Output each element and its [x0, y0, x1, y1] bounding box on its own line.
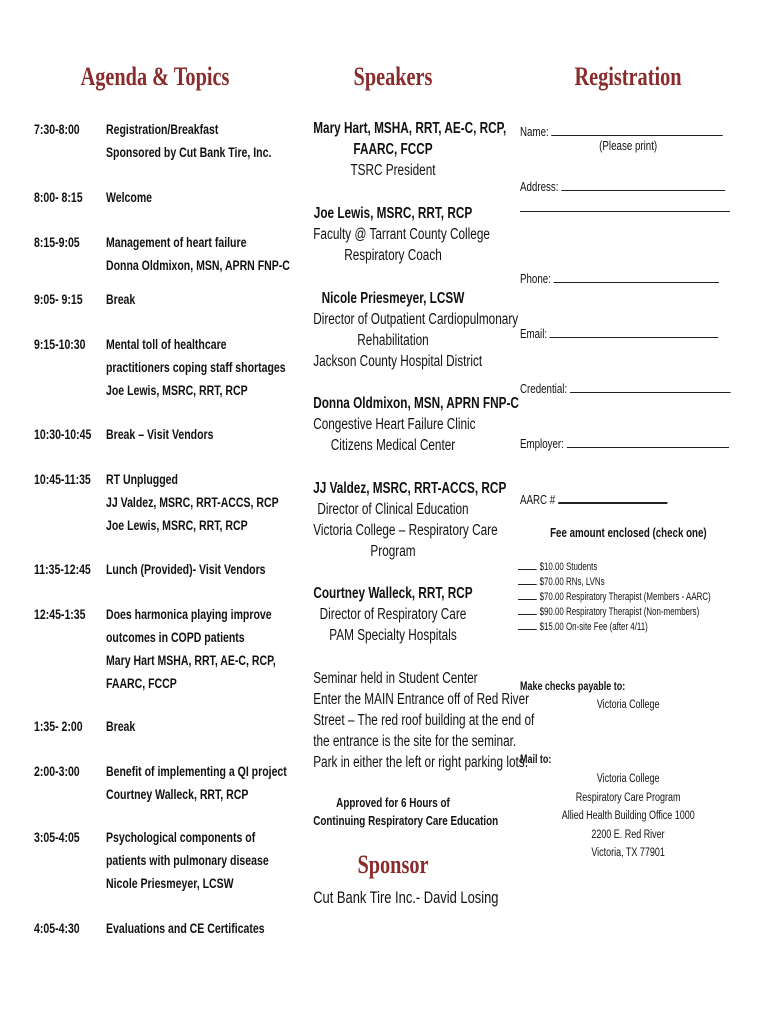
speaker-detail: Director of Clinical Education [317, 501, 469, 518]
email-label: Email: [520, 327, 548, 341]
fee-option[interactable] [518, 605, 699, 620]
speaker-block [288, 478, 507, 562]
agenda-topic-line: Mary Hart MSHA, RRT, AE-C, RCP, [106, 653, 276, 668]
agenda-topic-line: Sponsored by Cut Bank Tire, Inc. [106, 145, 272, 160]
approved-note [288, 794, 498, 830]
agenda-time: 9:05- 9:15 [34, 292, 83, 307]
mail-address-line: 2200 E. Red River [591, 828, 665, 841]
approved-line: Continuing Respiratory Care Education [313, 813, 499, 828]
fee-checkbox-line[interactable] [518, 599, 537, 600]
agenda-topic-line: practitioners coping staff shortages [106, 360, 286, 375]
sponsor-name: Cut Bank Tire Inc.- David Losing [313, 888, 499, 907]
phone-label: Phone: [520, 272, 551, 286]
speaker-block [288, 583, 498, 646]
fee-option-label: $15.00 On-site Fee (after 4/11) [539, 621, 648, 633]
seminar-line: Park in either the left or right parking lots. [313, 754, 528, 771]
speaker-detail: PAM Specialty Hospitals [329, 627, 457, 644]
credential-field[interactable] [520, 379, 731, 396]
speaker-name: Courtney Walleck, RRT, RCP [313, 585, 473, 602]
address-line[interactable] [561, 177, 725, 191]
agenda-time: 11:35-12:45 [34, 562, 91, 577]
agenda-topic-line: Psychological components of [106, 830, 256, 845]
agenda-topic-line: Mental toll of healthcare [106, 337, 227, 352]
aarc-label: AARC # [520, 493, 556, 507]
agenda-topic-line: RT Unplugged [106, 472, 178, 487]
agenda-topic-line: Break [106, 292, 136, 307]
agenda-topic-line: Break [106, 719, 136, 734]
speaker-block [288, 393, 519, 456]
checks-payee: Victoria College [596, 699, 660, 711]
name-label: Name: [520, 125, 549, 139]
agenda-topic [106, 288, 135, 311]
agenda-time: 10:30-10:45 [34, 427, 92, 442]
seminar-line: Seminar held in Student Center [313, 670, 478, 687]
agenda-topic-line: FAARC, FCCP [106, 676, 177, 691]
mail-address-line: Victoria, TX 77901 [591, 847, 665, 859]
mail-address-line: Victoria College [596, 773, 660, 785]
speaker-name: Mary Hart, MSHA, RRT, AE-C, RCP, [313, 120, 507, 137]
agenda-topic [106, 558, 266, 581]
agenda-topic-line: Evaluations and CE Certificates [106, 921, 265, 936]
fee-option-label: $70.00 Respiratory Therapist (Members - AARC) [539, 591, 711, 603]
agenda-time: 10:45-11:35 [34, 472, 91, 487]
phone-field[interactable] [520, 269, 719, 286]
fee-option[interactable] [518, 590, 711, 605]
agenda-topic-line: Does harmonica playing improve [106, 607, 272, 622]
sponsor-name-block [288, 887, 498, 908]
please-print-note: (Please print) [599, 139, 657, 153]
agenda-topic-line: Joe Lewis, MSRC, RRT, RCP [106, 383, 248, 398]
speaker-name: Nicole Priesmeyer, LCSW [321, 290, 465, 307]
speaker-detail: Respiratory Coach [344, 247, 442, 264]
employer-field[interactable] [520, 434, 729, 451]
credential-line[interactable] [570, 379, 731, 393]
name-line[interactable] [551, 122, 723, 136]
fee-option[interactable] [518, 575, 605, 590]
fee-heading: Fee amount enclosed (check one) [549, 526, 707, 540]
speaker-detail: Citizens Medical Center [330, 437, 456, 454]
agenda-topic-line: Donna Oldmixon, MSN, APRN FNP-C [106, 258, 290, 273]
fee-option-label: $10.00 Students [539, 561, 598, 573]
speaker-name: JJ Valdez, MSRC, RRT-ACCS, RCP [313, 480, 507, 497]
employer-line[interactable] [567, 434, 729, 448]
agenda-topic-line: Registration/Breakfast [106, 122, 219, 137]
speaker-detail: Faculty @ Tarrant County College [313, 226, 490, 243]
employer-label: Employer: [520, 437, 564, 451]
agenda-topic-line: Benefit of implementing a QI project [106, 764, 287, 779]
speaker-detail: Program [370, 543, 416, 560]
fee-checkbox-line[interactable] [518, 569, 537, 570]
agenda-topic [106, 826, 269, 895]
agenda-topic-line: Lunch (Provided)- Visit Vendors [106, 562, 266, 577]
agenda-time: 3:05-4:05 [34, 830, 80, 845]
fee-option-label: $70.00 RNs, LVNs [539, 576, 605, 588]
credential-label: Credential: [520, 382, 568, 396]
seminar-line: Street – The red roof building at the end of [313, 712, 535, 729]
speaker-name: Joe Lewis, MSRC, RRT, RCP [313, 205, 473, 222]
speaker-detail: Rehabilitation [357, 332, 429, 349]
fee-checkbox-line[interactable] [518, 584, 537, 585]
speaker-detail: Victoria College – Respiratory Care [313, 522, 498, 539]
mail-label: Mail to: [520, 754, 552, 766]
agenda-topic-line: Joe Lewis, MSRC, RRT, RCP [106, 518, 248, 533]
agenda-topic [106, 118, 271, 164]
agenda-time: 8:00- 8:15 [34, 190, 83, 205]
speaker-name: Donna Oldmixon, MSN, APRN FNP-C [313, 395, 519, 412]
agenda-time: 9:15-10:30 [34, 337, 86, 352]
fee-option[interactable] [518, 560, 597, 575]
mail-address-line: Respiratory Care Program [575, 791, 681, 804]
seminar-line: Enter the MAIN Entrance off of Red River [313, 691, 530, 708]
registration-heading: Registration [574, 62, 682, 91]
aarc-line[interactable] [558, 489, 667, 504]
speaker-name: FAARC, FCCP [353, 141, 433, 158]
approved-line: Approved for 6 Hours of [336, 795, 450, 810]
aarc-field[interactable] [520, 489, 667, 507]
agenda-topic-line: Nicole Priesmeyer, LCSW [106, 876, 234, 891]
agenda-heading: Agenda & Topics [80, 62, 230, 91]
fee-option[interactable] [518, 620, 648, 635]
speaker-detail: Director of Respiratory Care [319, 606, 467, 623]
agenda-time: 1:35- 2:00 [34, 719, 83, 734]
address-label: Address: [520, 180, 559, 194]
agenda-topic-line: Break – Visit Vendors [106, 427, 214, 442]
agenda-time: 2:00-3:00 [34, 764, 80, 779]
agenda-topic [106, 333, 286, 402]
fee-checkbox-line[interactable] [518, 629, 537, 630]
agenda-topic-line: patients with pulmonary disease [106, 853, 269, 868]
agenda-topic-line: Management of heart failure [106, 235, 247, 250]
speaker-block [288, 288, 519, 372]
address-field[interactable] [520, 177, 725, 194]
speaker-block [288, 118, 507, 181]
address-line-2[interactable] [520, 211, 730, 212]
agenda-topic-line: Courtney Walleck, RRT, RCP [106, 787, 249, 802]
agenda-topic [106, 603, 276, 695]
email-line[interactable] [550, 324, 718, 338]
agenda-topic [106, 468, 279, 537]
email-field[interactable] [520, 324, 718, 341]
agenda-topic-line: Welcome [106, 190, 153, 205]
checks-label: Make checks payable to: [520, 681, 626, 693]
agenda-topic-line: outcomes in COPD patients [106, 630, 245, 645]
agenda-topic [106, 917, 265, 940]
agenda-time: 4:05-4:30 [34, 921, 80, 936]
agenda-time: 8:15-9:05 [34, 235, 80, 250]
seminar-info [288, 668, 535, 773]
speaker-detail: TSRC President [350, 162, 436, 179]
speaker-block [288, 203, 498, 266]
agenda-topic [106, 715, 135, 738]
agenda-topic [106, 231, 290, 277]
agenda-topic-line: JJ Valdez, MSRC, RRT-ACCS, RCP [106, 495, 279, 510]
mail-address-line: Allied Health Building Office 1000 [561, 810, 695, 822]
agenda-topic [106, 760, 287, 806]
speaker-detail: Director of Outpatient Cardiopulmonary [313, 311, 519, 328]
fee-option-label: $90.00 Respiratory Therapist (Non-members) [539, 606, 700, 618]
speaker-detail: Jackson County Hospital District [313, 353, 483, 370]
agenda-topic [106, 423, 214, 446]
fee-checkbox-line[interactable] [518, 614, 537, 615]
speakers-heading: Speakers [353, 62, 433, 91]
phone-line[interactable] [554, 269, 719, 283]
agenda-time: 7:30-8:00 [34, 122, 80, 137]
speaker-detail: Congestive Heart Failure Clinic [313, 416, 476, 433]
seminar-line: the entrance is the site for the seminar. [313, 733, 517, 750]
sponsor-heading: Sponsor [357, 850, 429, 879]
agenda-time: 12:45-1:35 [34, 607, 86, 622]
name-field[interactable] [520, 122, 723, 139]
agenda-topic [106, 186, 152, 209]
